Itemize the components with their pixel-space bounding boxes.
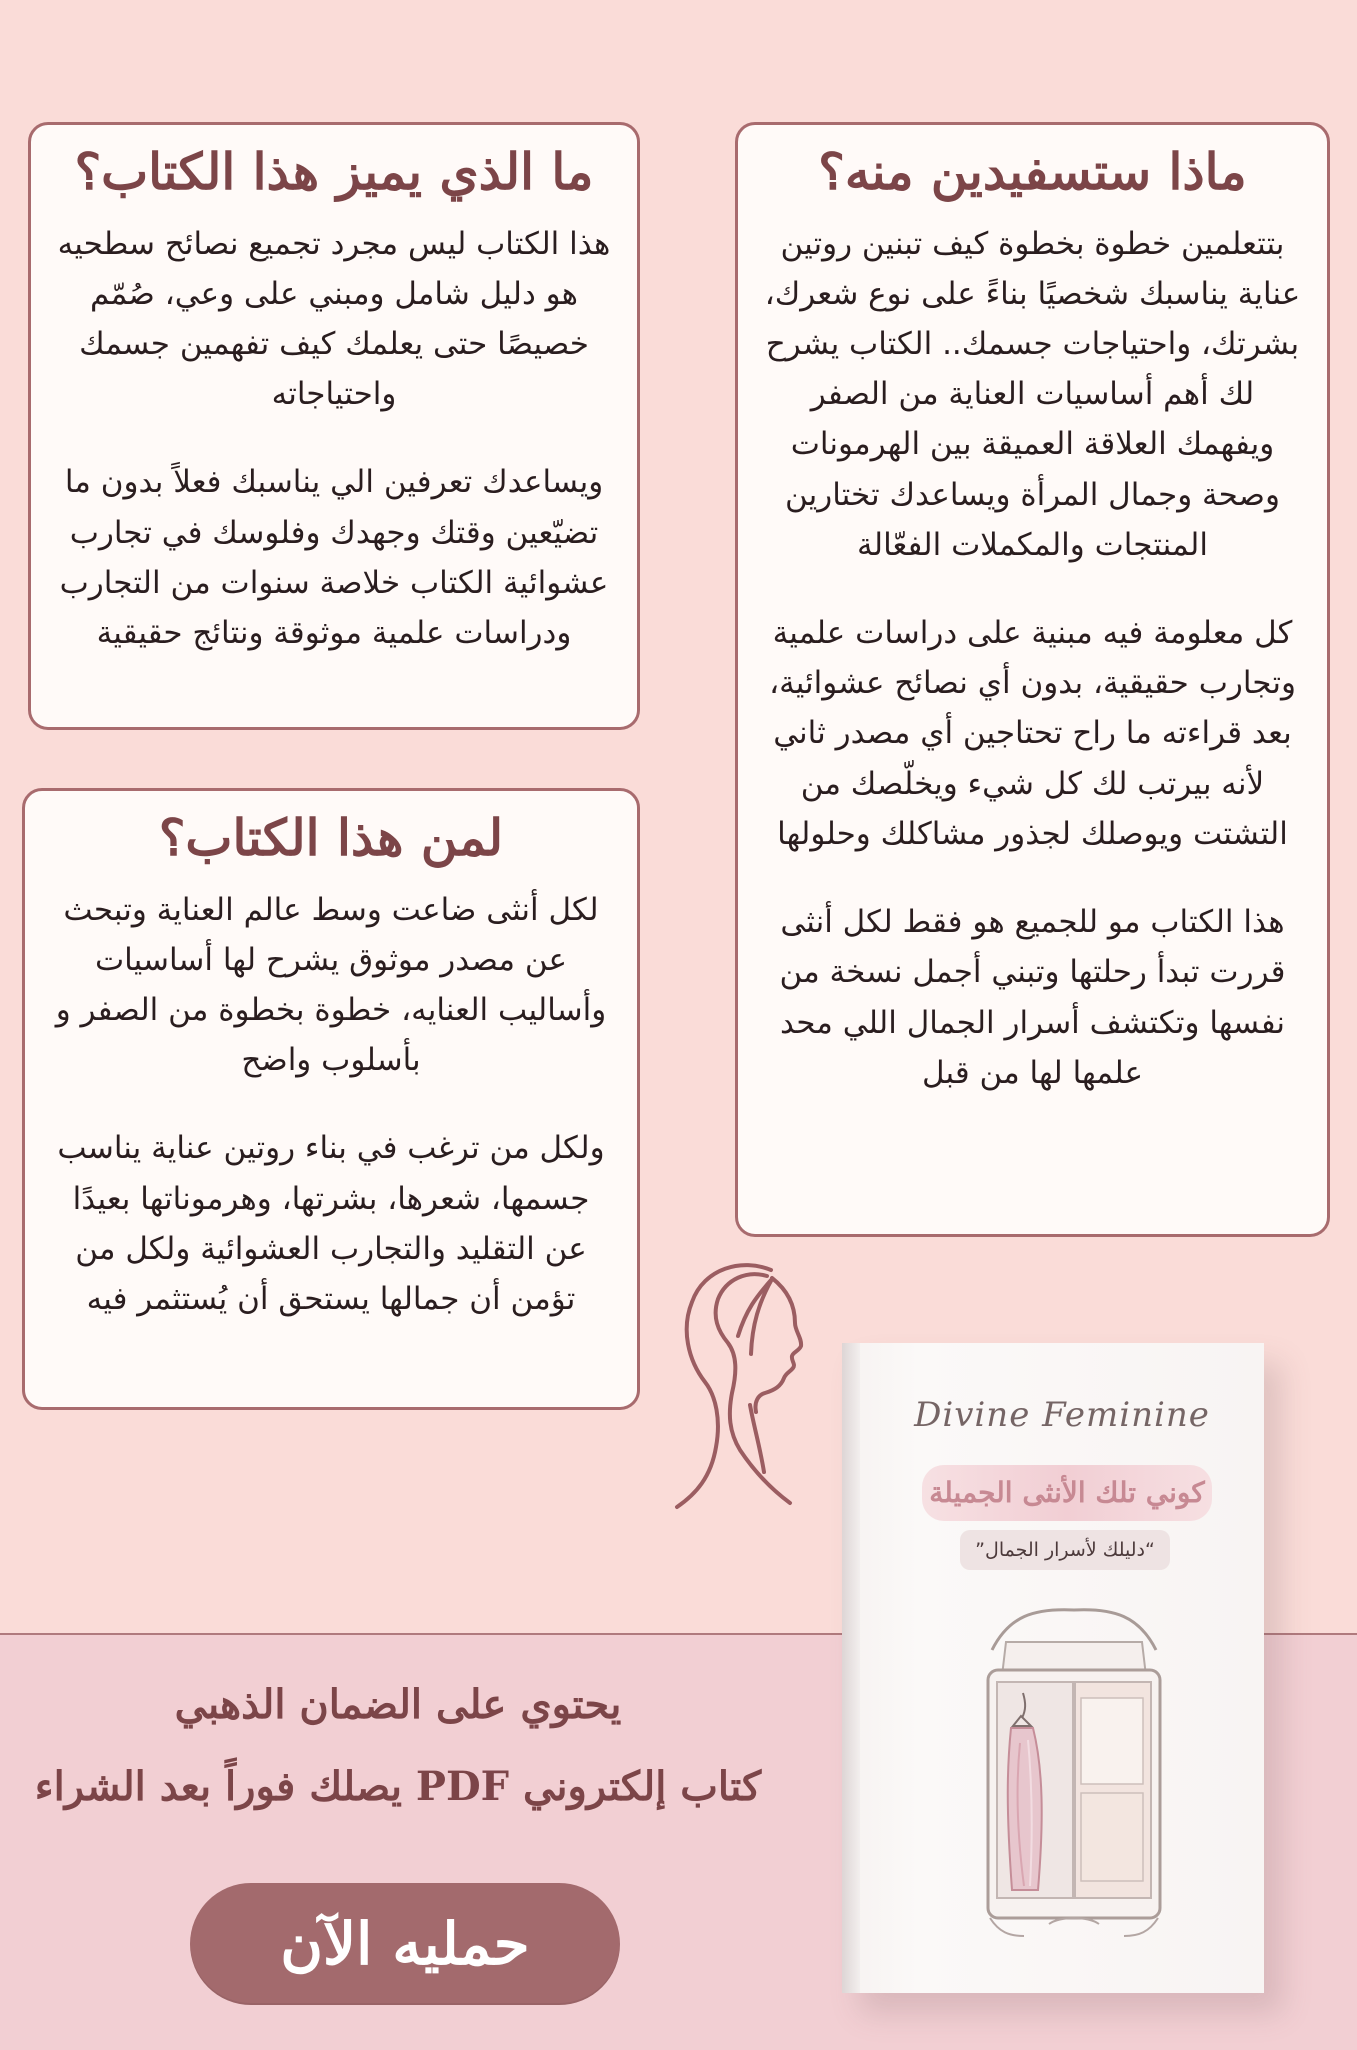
audience-title: لمن هذا الكتاب؟ — [158, 808, 504, 867]
distinction-title: ما الذي يميز هذا الكتاب؟ — [74, 142, 594, 201]
book-title-ar: كوني تلك الأنثى الجميلة — [922, 1465, 1212, 1521]
distinction-paragraph-2: ويساعدك تعرفين الي يناسبك فعلاً بدون ما تضيّعين وقتك وجهدك وفلوسك في تجارب عشوائية الكتاب خلاصة سنوات من التجارب ودراسات علمية موثوقة ونتائج حقيقية — [59, 464, 609, 652]
benefits-paragraph-1: بتتعلمين خطوة بخطوة كيف تبنين روتين عناية يناسبك شخصيًا بناءً على نوع شعرك، بشرتك، واحتياجات جسمك.. الكتاب يشرح لك أهم أساسيات العناية من الصفر ويفهمك العلاقة العميقة بين الهرمونات وصحة وجمال المرأة ويساعدك تختارين المنتجات والمكملات الفعّالة — [764, 225, 1301, 563]
audience-paragraph-2: ولكل من ترغب في بناء روتين عناية يناسب جسمها، شعرها، بشرتها، وهرموناتها بعيدًا عن التقليد والتجارب العشوائية ولكل من تؤمن أن جمالها يستحق أن يُستثمر فيه — [57, 1130, 605, 1318]
benefits-paragraph-3: هذا الكتاب مو للجميع هو فقط لكل أنثى قررت تبدأ رحلتها وتبني أجمل نسخة من نفسها وتكتشف أسرار الجمال اللي محد علمها لها من قبل — [779, 904, 1286, 1091]
audience-paragraph-1: لكل أنثى ضاعت وسط عالم العناية وتبحث عن مصدر موثوق يشرح لها أساسيات وأساليب العنايه، خطوة بخطوة من الصفر و بأسلوب واضح — [55, 891, 607, 1079]
benefits-paragraph-2: كل معلومة فيه مبنية على دراسات علمية وتجارب حقيقية، بدون أي نصائح عشوائية، بعد قراءته ما راح تحتاجين أي مصدر ثاني لأنه بيرتب لك كل شيء ويخلّصك من التشتت ويوصلك لجذور مشاكلك وحلولها — [769, 615, 1296, 852]
book-cover — [842, 1343, 1264, 1993]
download-now-button[interactable]: حمليه الآن — [190, 1883, 620, 2005]
audience-card — [22, 788, 640, 1410]
woman-profile-icon — [650, 1248, 835, 1513]
guarantee-block — [18, 1680, 778, 1844]
distinction-gap-1 — [53, 419, 615, 457]
guarantee-line-1: يحتوي على الضمان الذهبي — [174, 1681, 622, 1728]
benefits-gap-1 — [760, 570, 1305, 608]
book-mockup — [820, 1325, 1310, 2025]
audience-gap-1 — [47, 1085, 615, 1123]
guarantee-line-2: كتاب إلكتروني PDF يصلك فوراً بعد الشراء — [34, 1763, 762, 1810]
benefits-title: ماذا ستسفيدين منه؟ — [818, 142, 1247, 201]
wardrobe-dress-icon — [964, 1598, 1184, 1948]
book-subtitle-ar: “دليلك لأسرار الجمال” — [960, 1530, 1170, 1570]
benefits-card — [735, 122, 1330, 1237]
distinction-paragraph-1: هذا الكتاب ليس مجرد تجميع نصائح سطحيه هو دليل شامل ومبني على وعي، صُمّم خصيصًا حتى يعلمك كيف تفهمين جسمك واحتياجاته — [57, 225, 611, 413]
distinction-card — [28, 122, 640, 730]
benefits-gap-2 — [760, 859, 1305, 897]
book-title-en: Divine Feminine — [914, 1395, 1210, 1435]
